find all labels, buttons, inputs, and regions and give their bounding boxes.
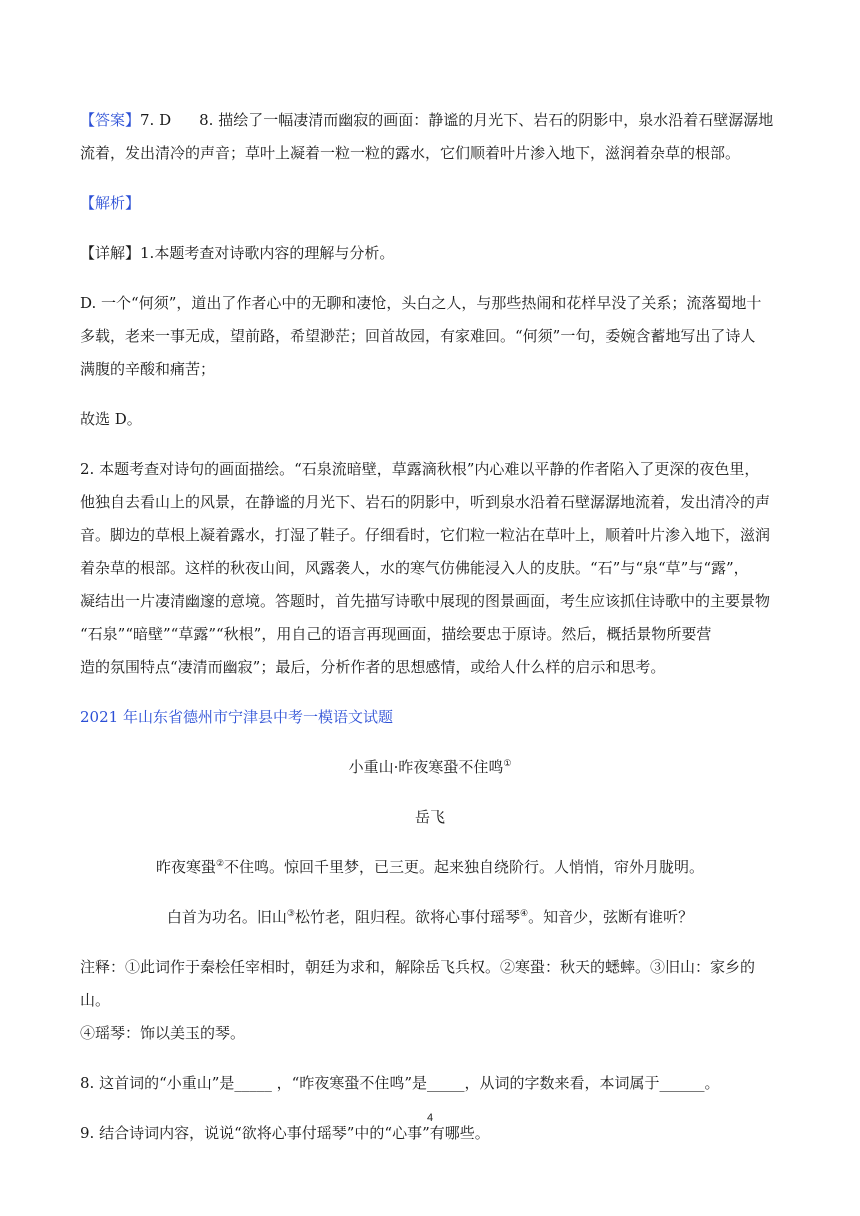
question-9: 9. 结合诗词内容，说说“欲将心事付瑶琴”中的“心事”有哪些。 <box>80 1124 490 1142</box>
analysis-label: 【解析】 <box>80 194 141 212</box>
option-d-line: 多载，老来一事无成，望前路，希望渺茫；回首故园，有家难回。“何须”一句，委婉含蓄地写出了诗人 <box>80 327 756 345</box>
q2-analysis-line: 造的氛围特点“凄清而幽寂”；最后，分析作者的思想感情，或给人什么样的启示和思考。 <box>80 658 666 676</box>
poem-line-1-part: 昨夜寒蛩 <box>155 858 216 876</box>
q2-analysis-line: 2. 本题考查对诗句的画面描绘。“石泉流暗壁，草露滴秋根”内心难以平静的作者陷入了更深的夜色里， <box>80 460 760 478</box>
q2-analysis-line: 音。脚边的草根上凝着露水，打湿了鞋子。仔细看时，它们粒一粒沾在草叶上，顺着叶片渗入地下，滋润 <box>80 526 771 544</box>
answer-paragraph <box>80 104 780 137</box>
poem-note-marker: ③ <box>286 909 295 919</box>
answer-q8-line2: 流着，发出清冷的声音；草叶上凝着一粒一粒的露水，它们顺着叶片渗入地下，滋润着杂草的根部。 <box>80 144 741 162</box>
poem-author: 岳飞 <box>414 808 445 826</box>
option-d-line: D. 一个“何须”，道出了作者心中的无聊和凄怆，头白之人，与那些热闹和花样早没了关系；流落蜀地十 <box>80 294 762 312</box>
poem-notes-line: 注释：①此词作于秦桧任宰相时，朝廷为求和，解除岳飞兵权。②寒蛩：秋天的蟋蟀。③旧山：家乡的山。 <box>80 958 756 1009</box>
option-d-paragraph <box>80 287 780 386</box>
poem-line-2-part: 。知音少，弦断有谁听？ <box>528 908 694 926</box>
answer-q7: 7. D <box>140 111 172 129</box>
detail-text: 1.本题考查对诗歌内容的理解与分析。 <box>140 244 395 262</box>
poem-line-2-part: 松竹老，阻归程。欲将心事付瑶琴 <box>294 908 520 926</box>
poem-note-marker: ② <box>215 859 225 869</box>
poem-title-note: ① <box>503 759 512 769</box>
poem-line-2-part: 白首为功名。旧山 <box>166 908 287 926</box>
poem-title <box>80 751 780 784</box>
answer-label: 【答案】 <box>80 111 141 129</box>
q2-analysis-line: “石泉”“暗壁”“草露”“秋根”，用自己的语言再现画面，描绘要忠于原诗。然后，概括景物所要营 <box>80 625 712 643</box>
detail-paragraph <box>80 237 780 270</box>
page-content <box>80 104 780 1150</box>
exam-title: 2021 年山东省德州市宁津县中考一模语文试题 <box>80 708 393 726</box>
poem-note-marker: ④ <box>520 909 529 919</box>
q2-analysis-paragraph <box>80 453 780 684</box>
choose-answer: 故选 D。 <box>80 410 142 428</box>
poem-line-1-part: 不住鸣。惊回千里梦，已三更。起来独自绕阶行。人悄悄，帘外月胧明。 <box>224 858 705 876</box>
q2-analysis-line: 着杂草的根部。这样的秋夜山间，风露袭人，水的寒气仿佛能浸入人的皮肤。“石”与“泉“草”与“露”， <box>80 559 749 577</box>
poem-title-text: 小重山·昨夜寒蛩不住鸣 <box>348 758 504 776</box>
q2-analysis-line: 凝结出一片凄清幽邃的意境。答题时，首先描写诗歌中展现的图景画面，考生应该抓住诗歌中的主要景物 <box>80 592 771 610</box>
answer-q8-line1: 8. 描绘了一幅凄清而幽寂的画面：静谧的月光下、岩石的阴影中，泉水沿着石壁潺潺地 <box>199 111 774 129</box>
page-number: 4 <box>426 1112 434 1124</box>
poem-notes <box>80 951 780 1050</box>
poem-line-1 <box>80 851 780 884</box>
poem-notes-line: ④瑶琴：饰以美玉的琴。 <box>80 1024 246 1042</box>
option-d-line: 满腹的辛酸和痛苦； <box>80 360 216 378</box>
question-8: 8. 这首词的“小重山”是_____ ，“昨夜寒蛩不住鸣”是_____，从词的字数来看，本词属于______。 <box>80 1074 720 1092</box>
detail-label: 【详解】 <box>80 244 141 262</box>
poem-line-2 <box>80 901 780 934</box>
q2-analysis-line: 他独自去看山上的风景，在静谧的月光下、岩石的阴影中，听到泉水沿着石壁潺潺地流着，发出清冷的声 <box>80 493 771 511</box>
